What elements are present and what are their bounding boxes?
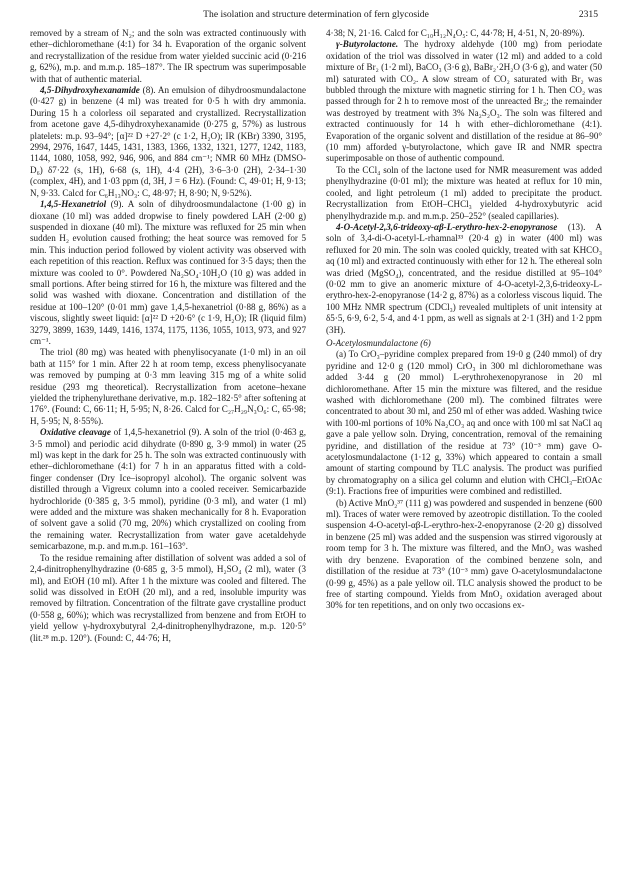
text-dihydroxyhexanamide: (8). An emulsion of dihydroosmundalactone (0·427 g) in benzene (4 ml) was treated for 0·5 h with dry ammonia. During 15 h a colorless oil separated and crystallized. Recrystallization from acetone gave 4,5-dihydroxyhexanamide (0·275 g, 57%) as lustrous platelets: m.p. 93–94°; [α]²² D +27·2° (c 1·2, H₂O); IR (KBr) 3390, 3195, 2994, 2976, 1647, 1445, 1431, 1383, 1366, 1332, 1321, 1277, 1242, 1183, 1144, 1080, 1058, 992, 946, 906, and 884 cm⁻¹; NMR 60 MHz (DMSO-D₆) δ7·22 (s, 1H), 6·68 (s, 1H), 4·4 (2H), 3·6–3·0 (2H), 2·34–1·30 (complex, 4H), and 1·03 ppm (d, 3H, J = 6 Hz). (Found: C, 49·01; H, 9·13; N, 9·33. Calcd for C₆H₁₃NO₃: C, 48·97; H, 8·90; N, 9·52%).	[30, 85, 306, 198]
heading-dihydroxyhexanamide: 4,5-Dihydroxyhexanamide	[40, 85, 140, 96]
paragraph-analysis-continued: 4·38; N, 21·16. Calcd for C₁₀H₁₂N₄O₅: C, 44·78; H, 4·51, N, 20·89%).	[326, 28, 585, 38]
two-column-body	[30, 28, 602, 888]
running-title: The isolation and structure determination of fern glycoside	[203, 9, 429, 20]
right-column	[326, 28, 602, 888]
paragraph-phenylhydrazide: To the CCl₄ soln of the lactone used for NMR measurement was added phenylhydrazine (0·01 ml); the mixture was heated at reflux for 10 min, cooled, and light petroleum (1 ml) added to precipitate the product. Recrystallization from EtOH–CHCl₃ yielded 4-hydroxybutyric acid phenylhydrazide m.p. and m.m.p. 250–252° (sealed capillaries).	[326, 164, 602, 221]
paragraph-hexanetriol	[30, 199, 306, 347]
text-acetyl-trideoxy: (13). A soln of 3,4-di-O-acetyl-L-rhamnal³³ (20·4 g) in water (400 ml) was refluxed for 20 min. The soln was cooled quickly, treated with sat KHCO₃ aq (10 ml) and extracted continuously with ether for 12 h. The ethereal soln was dried (MgSO₄), concentrated, and the residue distilled at 95–104° (0·02 mm to give an anomeric mixture of 4-O-acetyl-2,3,6-trideoxy-L-erythro-hex-2-enopyranose (14·2 g, 87%) as a colorless viscous liquid. The 100 MHz NMR spectrum (CDCl₃) revealed multiplets of unit intensity at δ5·5, 6·9, 6·2, 5·4, and 4·1 ppm, as well as signals at 2·1 (3H) and 1·2 ppm (3H).	[326, 221, 602, 335]
paragraph-triphenylurethane: The triol (80 mg) was heated with phenylisocyanate (1·0 ml) in an oil bath at 115° for 1 min. After 22 h at room temp, excess phenylisocyanate was removed by pumping at 0·3 mm leaving 315 mg of a white solid residue (293 mg theoretical). Recrystallization from acetone–hexane yielded the triphenylurethane derivative, m.p. 182–182·5° after softening at 176°. (Found: C, 66·11; H, 5·95; N, 8·26. Calcd for C₂₇H₂₉N₃O₆: C, 65·98; H, 5·95; N, 8·55%).	[30, 347, 306, 426]
text-oxidative-cleavage: of 1,4,5-hexanetriol (9). A soln of the triol (0·463 g, 3·5 mmol) and periodic acid dihydrate (0·890 g, 3·9 mmol) in water (25 ml) was kept in the dark for 25 h. The soln was extracted continuously with ether–dichloromethane (4:1) for 7 h in an apparatus fitted with a cold-finger condenser (Dry Ice–isopropyl alcohol). The organic solvent was distilled through a Vigreux column into a cooled receiver. Semicarbazide hydrochloride (0·385 g, 3·5 mmol), pyridine (0·3 ml), and water (1 ml) were added and the mixture was shaken mechanically for 8 h. Evaporation of solvent gave a solid (70 mg, 20%) which crystallized on cooling from the remaining water. Recrystallization from water gave acetaldehyde semicarbazone, m.p. and m.m.p. 161–163°.	[30, 427, 306, 552]
paragraph-oxidative-cleavage	[30, 427, 306, 552]
paragraph-butyrolactone	[326, 39, 602, 164]
heading-acetyl-trideoxy: 4-O-Acetyl-2,3,6-trideoxy-αβ-L-erythro-hex-2-enopyranose	[336, 221, 558, 232]
section-heading-acetylosmundalactone: O-Acetylosmundalactone (6)	[326, 337, 431, 348]
paragraph-dihydroxyhexanamide	[30, 85, 306, 199]
paragraph-succinic-acid: removed by a stream of N₂; and the soln was extracted continuously with ether–dichloromethane (4:1) for 34 h. Evaporation of the organic solvent and recrystallization of the residue from water yielded succinic acid (0·216 g, 62%), m.p. and m.m.p. 185–187°. The IR spectrum was superimposable with that of authentic material.	[30, 28, 306, 84]
heading-butyrolactone: γ-Butyrolactone.	[336, 39, 399, 50]
text-butyrolactone: The hydroxy aldehyde (100 mg) from periodate oxidation of the triol was dissolved in water (12 ml) and added to a cold mixture of Br₂ (1·2 ml), BaCO₃ (3·6 g), BaBr₂·2H₂O (3·6 g), and water (50 ml) saturated with CO₂. A slow stream of CO₂ saturated with Br₂ was bubbled through the mixture with magnetic stirring for 1 h. Then CO₂ was passed through for 2 h to remove most of the unreacted Br₂; the remainder was destroyed by treatment with 3% Na₂S₂O₃. The soln was filtered and extracted continuously for 14 h with ether–dichloromethane (4:1). Evaporation of the organic solvent and distillation of the residue at 86–90° (10 mm) afforded γ-butyrolactone, which gave IR and NMR spectra superimposable on those of authentic compound.	[326, 39, 602, 164]
paragraph-method-b: (b) Active MnO₂³⁷ (111 g) was powdered and suspended in benzene (600 ml). Traces of water were removed by azeotropic distillation. To the cooled suspension 4-O-acetyl-αβ-L-erythro-hex-2-enopyranose (2·20 g) dissolved in benzene (25 ml) was added and the suspension was stirred vigorously at room temp for 3 h. The mixture was filtered, and the MnO₂ was washed with dry benzene. Evaporation of the combined benzene soln, and distillation of the residue at 73° (10⁻³ mm) gave O-acetylosmundalactone (0·99 g, 45%) as a pale yellow oil. TLC analysis showed the product to be free of starting compound. Yields from MnO₂ oxidation averaged about 30% for ten repetitions, and on only two occasions ex-	[326, 497, 602, 611]
paragraph-method-a: (a) To CrO₃–pyridine complex prepared from 19·0 g (240 mmol) of dry pyridine and 12·0 g (120 mmol) CrO₃ in 300 ml dichloromethane was added 3·44 g (20 mmol) L-erythrohexenopyranose in 20 ml dichloromethane. After 15 min the mixture was filtered, and the residue washed with dichloromethane (200 ml). The combined filtrates were concentrated to about 30 ml, and 250 ml of ether was added. Washing twice with 100-ml portions of 10% Na₂CO₃ aq and once with 100 ml sat NaCl aq gave a pale yellow soln. Drying, concentration, removal of the remaining pyridine, and distillation of the residue at 73° (10⁻³ mm) gave O-acetylosmundalactone (1·12 g, 33%) which appeared to contain a small amount of starting compound by TLC analysis. The product was purified by chromatography on a silica gel column and elution with CHCl₃–EtOAc (9:1). Fractions free of impurities were combined and redistilled.	[326, 349, 602, 497]
left-column	[30, 28, 306, 888]
heading-oxidative-cleavage: Oxidative cleavage	[40, 427, 111, 438]
paragraph-acetyl-trideoxy	[326, 222, 602, 336]
running-head	[30, 8, 602, 22]
heading-hexanetriol: 1,4,5-Hexanetriol	[40, 199, 107, 210]
paragraph-dinitrophenylhydrazone: To the residue remaining after distillation of solvent was added a sol of 2,4-dinitrophenylhydrazine (0·685 g, 3·5 mmol), H₂SO₄ (2 ml), water (3 ml), and EtOH (10 ml). After 1 h the mixture was cooled and filtered. The solid was dissolved in EtOH (20 ml), and a red, insoluble impurity was removed by filtration. Concentration of the filtrate gave crystalline product (0·558 g, 60%); which was recrystallized from benzene and from EtOH to yield yellow γ-hydroxybutyral 2,4-dinitrophenylhydrazone, m.p. 120·5° (lit.²⁸ m.p. 120°). (Found: C, 44·76; H,	[30, 552, 306, 643]
text-hexanetriol: (9). A soln of dihydroosmundalactone (1·00 g) in dioxane (10 ml) was added dropwise to finely powdered LAH (2·00 g) suspended in dioxane (40 ml). The mixture was refluxed for 25 min when sudden H₂ evolution caused frothing; the heat source was removed for 5 min. This induction period followed by violent activity was observed with each repetition of this reaction. Reflux was continued for 3·5 days; then the mixture was cooled to 0°. Powdered Na₂SO₄·10H₂O (10 g) was added in small portions. After being stirred for 16 h, the mixture was filtered and the solid was washed with dioxane. Concentration and distillation of the residue at 100–120° (0·01 mm) gave 1,4,5-hexanetriol (0·88 g, 86%) as a viscous, slightly sweet liquid: [α]²² D +20·6° (c 1·9, H₂O); IR (liquid film) 3279, 3899, 1639, 1449, 1416, 1374, 1175, 1136, 1055, 1013, 973, and 927 cm⁻¹.	[30, 199, 306, 346]
page-number: 2315	[578, 9, 598, 20]
